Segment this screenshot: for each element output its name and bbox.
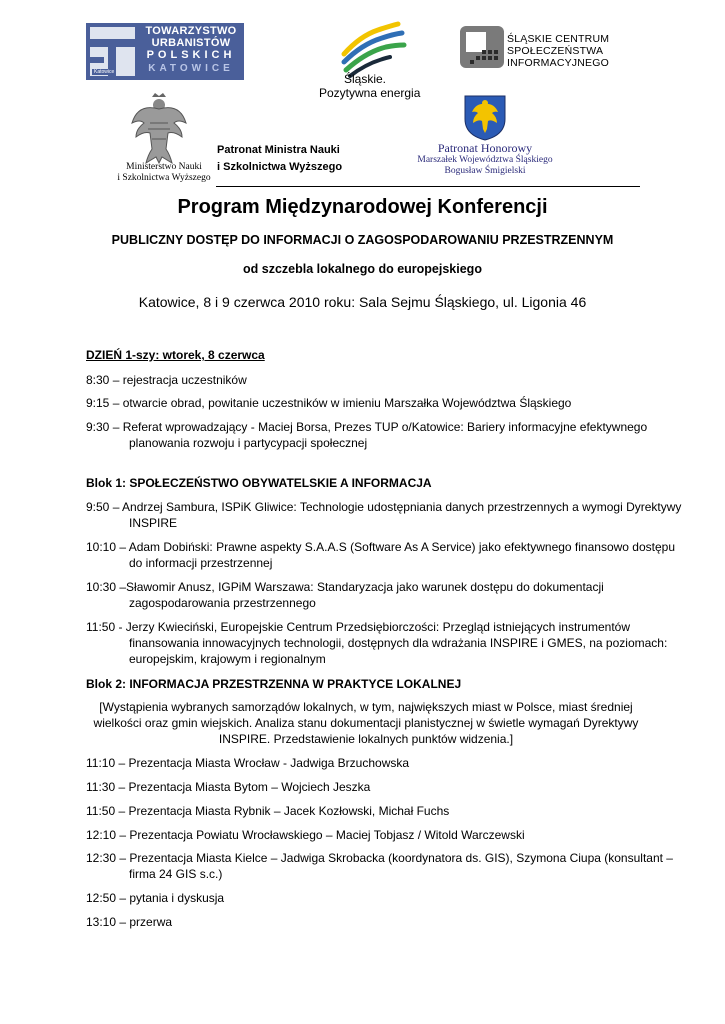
tup-line4: KATOWICE xyxy=(148,63,234,74)
patronat-ministra-line2: i Szkolnictwa Wyższego xyxy=(217,161,343,173)
header-divider xyxy=(216,186,640,187)
program-item: 11:10 – Prezentacja Miasta Wrocław - Jadwiga Brzuchowska xyxy=(86,756,410,770)
patronat-ministra-line1: Patronat Ministra Nauki xyxy=(217,144,340,156)
tup-line3: POLSKICH xyxy=(146,49,236,61)
program-item: 10:30 –Sławomir Anusz, IGPiM Warszawa: Standaryzacja jako warunek dostępu do dokumentacji zagospodarowania przestrzennego xyxy=(86,580,604,610)
conference-subtopic: od szczebla lokalnego do europejskiego xyxy=(243,262,482,276)
polish-eagle-icon xyxy=(130,93,188,165)
patronat-honorowy xyxy=(415,141,555,177)
slaskie-waves-icon xyxy=(338,20,408,76)
patronat-honorowy-line1: Patronat Honorowy xyxy=(437,141,533,155)
scsi-line3: INFORMACYJNEGO xyxy=(507,57,609,69)
program-item: 10:10 – Adam Dobiński: Prawne aspekty S.A.A.S (Software As A Service) jako efektywnego finansowo dostępu do informacji przestrzennej xyxy=(86,540,675,570)
program-item: 9:30 – Referat wprowadzający - Maciej Borsa, Prezes TUP o/Katowice: Bariery informacyjne efektywnego planowania rozwoju i partycypacji społecznej xyxy=(86,420,648,450)
tup-line2: URBANISTÓW xyxy=(151,37,231,49)
program-item: 11:50 – Prezentacja Miasta Rybnik – Jacek Kozłowski, Michał Fuchs xyxy=(86,804,450,818)
scsi-line1: ŚLĄSKIE CENTRUM xyxy=(507,33,610,45)
conference-place-date: Katowice, 8 i 9 czerwca 2010 roku: Sala Sejmu Śląskiego, ul. Ligonia 46 xyxy=(138,294,587,310)
ministry-line1: Ministerstwo Nauki xyxy=(126,162,202,172)
scsi-name xyxy=(507,33,609,69)
tup-logo xyxy=(86,23,244,80)
block1-heading: Blok 1: SPOŁECZEŃSTWO OBYWATELSKIE A INFORMACJA xyxy=(86,476,432,490)
slaskie-slogan: Pozytywna energia xyxy=(319,86,421,100)
program-item: 11:50 - Jerzy Kwieciński, Europejskie Centrum Przedsiębiorczości: Przegląd istniejących instrumentów finansowania innowacyjnych technologii, dostępnych dla wdrażania INSPIRE i GMES, na poziomach: europejskim, krajowym i regionalnym xyxy=(86,620,668,666)
ministry-line2: i Szkolnictwa Wyższego xyxy=(117,173,211,183)
patronat-honorowy-line2: Marszałek Województwa Śląskiego xyxy=(417,155,553,165)
program-item: 12:30 – Prezentacja Miasta Kielce – Jadwiga Skrobacka (koordynatora ds. GIS), Szymona Ciupa (konsultant – firma 24 GIS s.c.) xyxy=(86,851,673,881)
scsi-logo-icon xyxy=(460,26,504,68)
conference-topic: PUBLICZNY DOSTĘP DO INFORMACJI O ZAGOSPODAROWANIU PRZESTRZENNYM xyxy=(111,233,614,247)
program-item: 8:30 – rejestracja uczestników xyxy=(86,373,247,387)
program-item: 9:50 – Andrzej Sambura, ISPiK Gliwice: Technologie udostępniania danych przestrzennych a wymogi Dyrektywy INSPIRE xyxy=(86,500,682,530)
ministry-name xyxy=(114,162,214,184)
patronat-honorowy-line3: Bogusław Śmigielski xyxy=(444,166,526,176)
tup-emblem-icon xyxy=(90,27,135,76)
block2-intro: [Wystąpienia wybranych samorządów lokalnych, w tym, największych miast w Polsce, miast średniej wielkości oraz gmin wiejskich. Analiza stanu dokumentacji planistycznej w świetle wymagań Dyrektywy INSPIRE. Przedstawienie lokalnych punktów widzenia.] xyxy=(93,700,639,746)
program-item: 9:15 – otwarcie obrad, powitanie uczestników w imieniu Marszałka Województwa Śląskiego xyxy=(86,396,572,410)
page-title: Program Międzynarodowej Konferencji xyxy=(177,196,548,218)
program-item: 12:10 – Prezentacja Powiatu Wrocławskiego – Maciej Tobjasz / Witold Warczewski xyxy=(86,828,525,842)
program-item: 12:50 – pytania i dyskusja xyxy=(86,891,225,905)
tup-line1: TOWARZYSTWO xyxy=(145,25,237,37)
patronat-ministra xyxy=(217,142,342,176)
program-item: 13:10 – przerwa xyxy=(86,915,173,929)
silesia-coat-of-arms-icon xyxy=(464,95,506,141)
slaskie-name: Śląskie. xyxy=(344,72,387,86)
tup-emblem-label: Katowice xyxy=(94,69,115,75)
day1-heading: DZIEŃ 1-szy: wtorek, 8 czerwca xyxy=(86,348,265,362)
program-item: 11:30 – Prezentacja Miasta Bytom – Wojciech Jeszka xyxy=(86,780,371,794)
block2-heading: Blok 2: INFORMACJA PRZESTRZENNA W PRAKTYCE LOKALNEJ xyxy=(86,677,462,691)
scsi-line2: SPOŁECZEŃSTWA xyxy=(507,45,604,57)
